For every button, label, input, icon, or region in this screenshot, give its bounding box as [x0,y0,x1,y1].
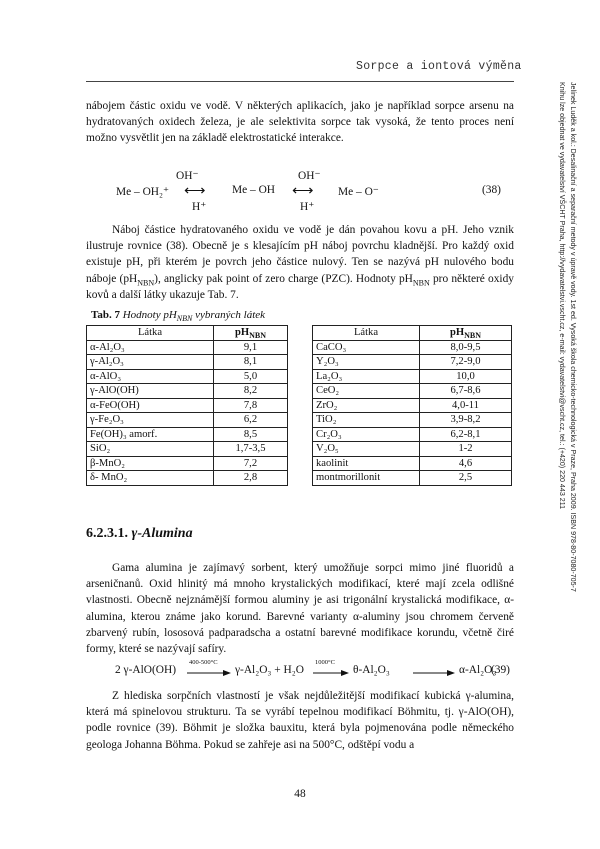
section-title: γ-Alumina [131,526,193,541]
ph-value-cell: 7,2-9,0 [420,355,512,370]
table-row [313,413,512,428]
eq39-arrow-3 [413,669,455,677]
eq39-intermediate: γ-Al₂O₃ + H₂O [235,664,304,676]
ph-value-cell: 8,1 [214,355,288,370]
ph-value-cell: 8,0-9,5 [420,340,512,355]
substance-cell: γ-AlO(OH) [87,384,214,399]
substance-cell: TiO₂ [313,413,420,428]
table-row [313,442,512,457]
eq38-species-a: Me – OH₂⁺ [116,186,170,198]
ph-value-cell: 6,7-8,6 [420,384,512,399]
table-right [312,325,512,486]
eq38-top-oh-2: OH⁻ [298,170,321,182]
section-heading [86,526,193,542]
table-row [87,456,288,471]
table-row [313,471,512,486]
substance-cell: δ- MnO₂ [87,471,214,486]
table-row [87,427,288,442]
table-row [87,471,288,486]
header-rule [86,81,514,82]
ph-value-cell: 2,8 [214,471,288,486]
eq39-theta-alumina: θ-Al₂O₃ [353,664,390,676]
running-header: Sorpce a iontová výměna [356,60,522,73]
eq39-number: (39) [491,664,510,676]
table-row [313,355,512,370]
eq38-species-c: Me – O⁻ [338,186,379,198]
eq39-arrow-2 [313,669,349,677]
paragraph-3: Gama alumina je zajímavý sorbent, který umožňuje sorpci mimo jiné fluoridů a arseničnanů. Oxid hlinitý má mnoho krystalických modifikací, které mají zcela odlišné vlastnosti. Obecně nejznámější formou aluminy je asi trigonální krystalická modifikace, α-alumina, kterou známe jako korund. Barevné varianty α-aluminy jsou chromem červeně zbarvený rubín, lososová padparadscha a ostatní barevné modifikace korundu, včetně čiré formy, které se nazývají safíry. [86,562,514,656]
substance-cell: γ-Fe₂O₃ [87,413,214,428]
substance-cell: α-FeO(OH) [87,398,214,413]
paragraph-2: Náboj částice hydratovaného oxidu ve vodě je dán povahou kovu a pH. Jeho vznik ilustruje rovnice (38). Obecně je s klesajícím pH náboj povrchu kladnější. Pro každý oxid existuje pH, při kterém je povrch jeho částice nulový. Ten se nazývá pH nulového bodu náboje $(pH_{NBN})$, anglicky pak point of zero charge (PZC). Hodnoty $pH_{NBN}$ pro některé oxidy kovů a další látky ukazuje Tab. 7. [86,224,514,301]
ph-value-cell: 9,1 [214,340,288,355]
eq39-arrow-1 [187,669,231,677]
table-row [87,413,288,428]
substance-cell: γ-Al₂O₃ [87,355,214,370]
eq38-number: (38) [482,184,501,196]
side-note-line-1: Jelínek Luděk a kol.: Desalinační a separační metody v úpravě vody. 1st ed. Vysoká škola chemicko-technologická v Praze, Praha 2009. ISBN 978-80-7080-705-7 [569,82,577,592]
substance-cell: Fe(OH)₃ amorf. [87,427,214,442]
substance-cell: Cr₂O₃ [313,427,420,442]
col-header-ph: $pH_{NBN}$ [214,326,288,341]
table-row [313,369,512,384]
table-row [313,384,512,399]
table-row [87,442,288,457]
ph-value-cell: 2,5 [420,471,512,486]
side-note-line-2: Knihu lze objednat ve vydavatelství VŠCHT Praha, http://vydavatelstvi.vscht.cz, e-mail: vydavatelstvi@vscht.cz, tel.: (+420) 220 443 211 [558,82,566,510]
ph-value-cell: 1-2 [420,442,512,457]
paragraph-1: nábojem částic oxidu ve vodě. V některých aplikacích, jako je například sorpce arsenu na hydratovaných oxidech železa, je ale selektivita sorpce tak vysoká, že tento proces není možno vysvětlit jen na základě elektrostatické interakce. [86,100,514,145]
eq38-bottom-h-2: H⁺ [300,201,315,213]
page-number: 48 [294,788,306,800]
ph-value-cell: 5,0 [214,369,288,384]
ph-value-cell: 8,2 [214,384,288,399]
table-row [87,355,288,370]
substance-cell: CaCO₃ [313,340,420,355]
eq38-bottom-h-1: H⁺ [192,201,207,213]
table-left [86,325,288,486]
ph-value-cell: 1,7-3,5 [214,442,288,457]
eq39-temp-1: 400-500°C [189,659,218,666]
table-caption [91,309,266,324]
ph-value-cell: 4,0-11 [420,398,512,413]
table-row [87,398,288,413]
ph-value-cell: 3,9-8,2 [420,413,512,428]
substance-cell: α-AlO₃ [87,369,214,384]
ph-value-cell: 4,6 [420,456,512,471]
substance-cell: La₂O₃ [313,369,420,384]
table-row [87,384,288,399]
eq39-alpha-alumina: α-Al₂O₃ [459,664,497,676]
ph-value-cell: 6,2-8,1 [420,427,512,442]
substance-cell: α-Al₂O₃ [87,340,214,355]
substance-cell: ZrO₂ [313,398,420,413]
substance-cell: SiO₂ [87,442,214,457]
eq38-equilibrium-arrow-2: ⟷ [292,183,314,199]
table-caption-text: Hodnoty $pH_{NBN}$ vybraných látek [122,309,266,324]
paragraph-4: Z hlediska sorpčních vlastností je však nejdůležitější modifikací kubická γ-alumina, která má spinelovou strukturu. Ta se vyrábí tepelnou modifikací Böhmitu, tj. γ-AlO(OH), podle rovnice (39). Böhmit je složka bauxitu, která byla pojmenována podle německého geologa Johanna Böhma. Pokud se zahřeje asi na 500°C, odštěpí vodu a [86,690,514,751]
ph-value-cell: 7,8 [214,398,288,413]
eq39-temp-2: 1000°C [315,659,335,666]
side-note [556,82,578,592]
eq39-reactant: 2 γ-AlO(OH) [115,664,177,676]
table-caption-label: Tab. 7 [91,309,120,321]
ph-value-cell: 8,5 [214,427,288,442]
table-row [313,398,512,413]
table-right-header [313,326,512,341]
table-row [313,340,512,355]
substance-cell: CeO₂ [313,384,420,399]
ph-value-cell: 7,2 [214,456,288,471]
substance-cell: Y₂O₃ [313,355,420,370]
ph-value-cell: 10,0 [420,369,512,384]
col-header-substance: Látka [87,326,214,341]
substance-cell: V₂O₅ [313,442,420,457]
table-row [313,427,512,442]
section-number: 6.2.3.1. [86,526,128,541]
ph-value-cell: 6,2 [214,413,288,428]
table-row [313,456,512,471]
table-row [87,369,288,384]
eq38-species-b: Me – OH [232,184,276,196]
col-header-substance: Látka [313,326,420,341]
substance-cell: kaolinit [313,456,420,471]
table-row [87,340,288,355]
eq38-equilibrium-arrow-1: ⟷ [184,183,206,199]
substance-cell: β-MnO₂ [87,456,214,471]
table-left-header [87,326,288,341]
substance-cell: montmorillonit [313,471,420,486]
col-header-ph: $pH_{NBN}$ [420,326,512,341]
eq38-top-oh-1: OH⁻ [176,170,199,182]
